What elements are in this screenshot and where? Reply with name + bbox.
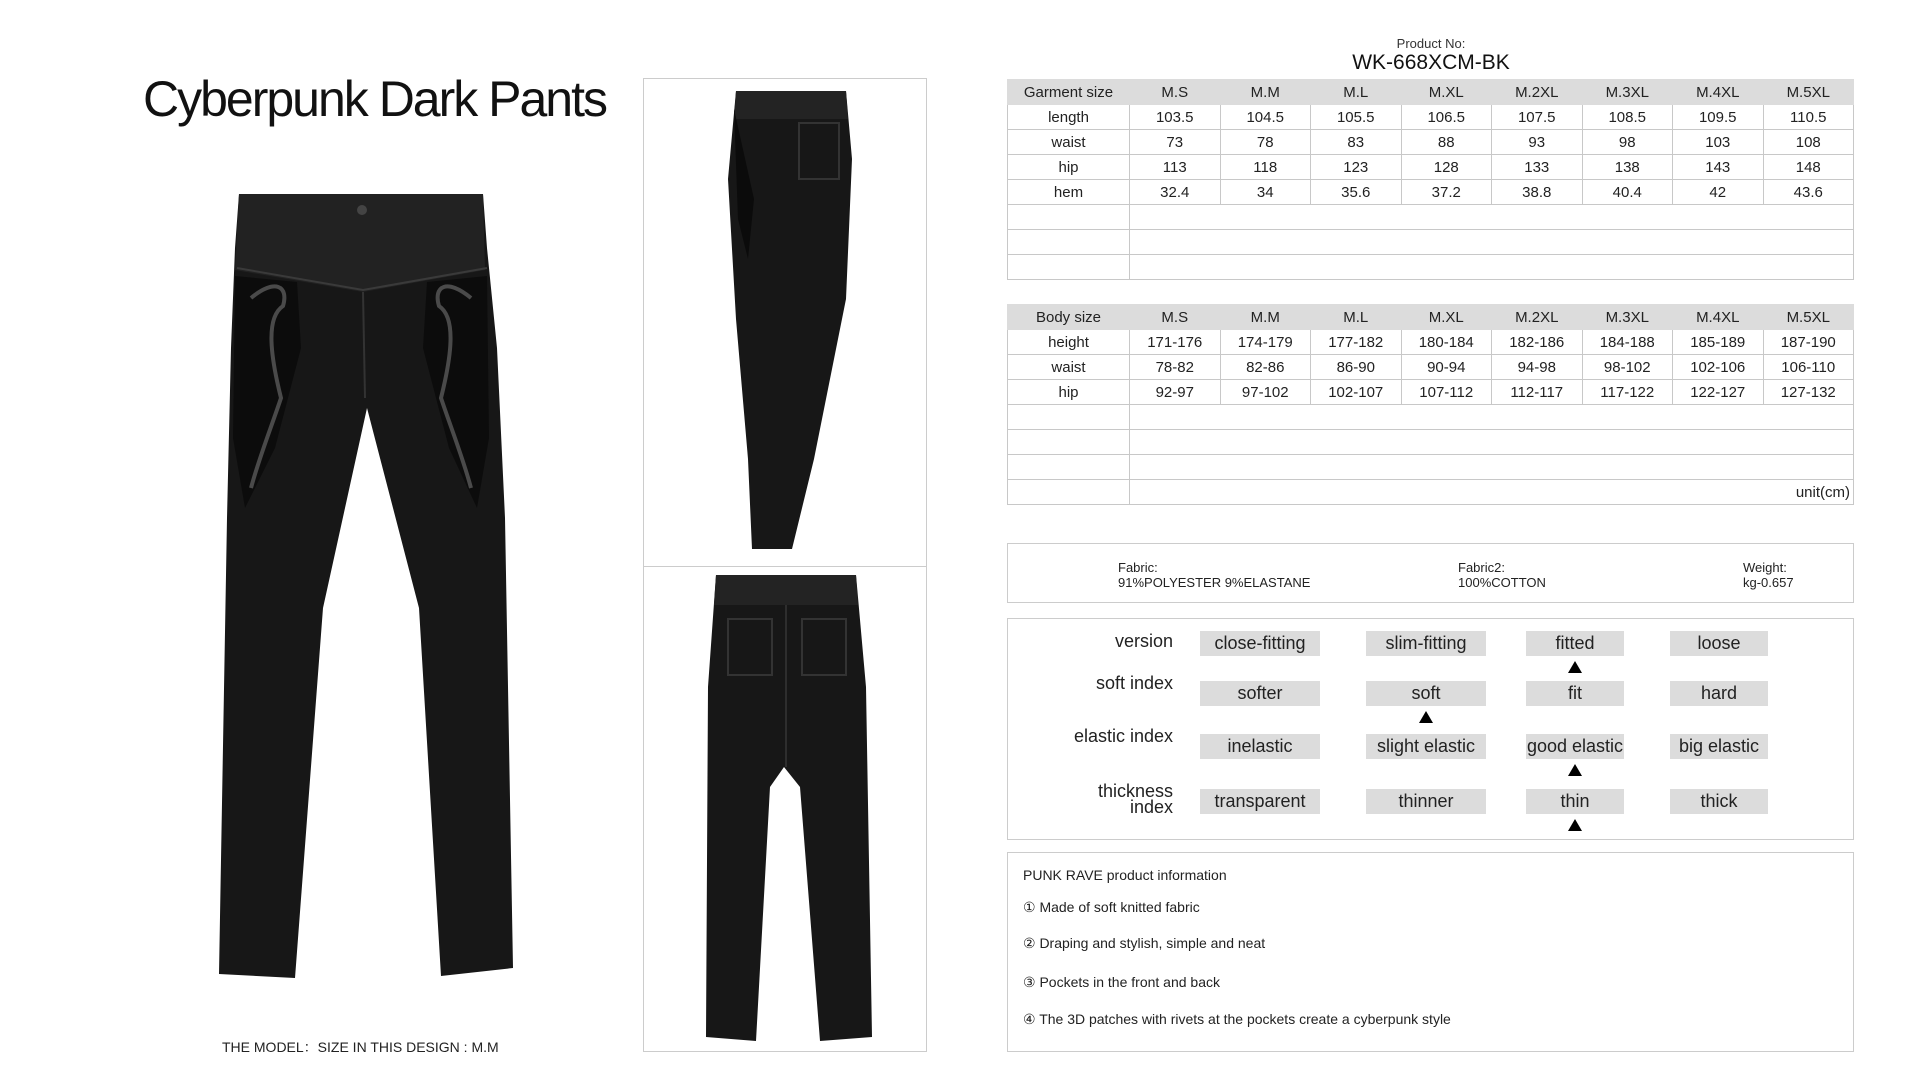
table-cell: 82-86 — [1220, 355, 1311, 380]
fabric2 — [1458, 560, 1546, 590]
table-cell: hem — [1008, 180, 1130, 205]
table-cell: 78 — [1220, 130, 1311, 155]
product-info-box — [1007, 852, 1854, 1052]
table-cell: 78-82 — [1130, 355, 1221, 380]
table-cell: 98 — [1582, 130, 1673, 155]
property-option: big elastic — [1670, 734, 1768, 759]
table-cell: 102-106 — [1673, 355, 1764, 380]
selected-marker-icon — [1568, 764, 1582, 776]
property-option: thin — [1526, 789, 1624, 814]
table-cell: 108.5 — [1582, 105, 1673, 130]
property-option: good elastic — [1526, 734, 1624, 759]
property-option: transparent — [1200, 789, 1320, 814]
property-option: fitted — [1526, 631, 1624, 656]
table-cell: 110.5 — [1763, 105, 1854, 130]
table-cell: 103.5 — [1130, 105, 1221, 130]
product-number-value: WK-668XCM-BK — [1352, 51, 1510, 74]
property-label: thickness index — [1097, 781, 1173, 817]
back-view-photo — [643, 566, 927, 1052]
table-cell: height — [1008, 330, 1130, 355]
page-title: Cyberpunk Dark Pants — [143, 71, 607, 127]
table-cell: 40.4 — [1582, 180, 1673, 205]
front-view-photo — [205, 188, 515, 988]
fabric1-value: 91%POLYESTER 9%ELASTANE — [1118, 575, 1311, 590]
table-header-cell: M.4XL — [1673, 80, 1764, 105]
table-cell: 171-176 — [1130, 330, 1221, 355]
info-item: ③ Pockets in the front and back — [1023, 974, 1220, 990]
table-row — [1008, 180, 1854, 205]
weight-label: Weight: — [1743, 560, 1787, 575]
table-cell: 133 — [1492, 155, 1583, 180]
weight-value: kg-0.657 — [1743, 575, 1794, 590]
empty-row — [1008, 230, 1854, 255]
table-row — [1008, 130, 1854, 155]
info-item: ① Made of soft knitted fabric — [1023, 899, 1200, 915]
property-option: softer — [1200, 681, 1320, 706]
table-cell: 138 — [1582, 155, 1673, 180]
property-option: thinner — [1366, 789, 1486, 814]
product-number-label: Product No: — [1396, 36, 1466, 51]
table-row — [1008, 330, 1854, 355]
weight — [1743, 560, 1794, 590]
fabric2-value: 100%COTTON — [1458, 575, 1546, 590]
table-header-row — [1008, 80, 1854, 105]
table-header-cell: M.5XL — [1763, 80, 1854, 105]
selected-marker-icon — [1419, 711, 1433, 723]
table-cell: 177-182 — [1311, 330, 1402, 355]
table-cell: 34 — [1220, 180, 1311, 205]
table-cell: 93 — [1492, 130, 1583, 155]
table-cell: 35.6 — [1311, 180, 1402, 205]
fabric1 — [1118, 560, 1310, 590]
table-header-cell: M.L — [1311, 305, 1402, 330]
property-option: slim-fitting — [1366, 631, 1486, 656]
table-cell: 73 — [1130, 130, 1221, 155]
table-cell: 32.4 — [1130, 180, 1221, 205]
table-cell: 103 — [1673, 130, 1764, 155]
table-cell: 180-184 — [1401, 330, 1492, 355]
table-cell: 108 — [1763, 130, 1854, 155]
table-cell: waist — [1008, 355, 1130, 380]
empty-row — [1008, 255, 1854, 280]
table-cell: 86-90 — [1311, 355, 1402, 380]
property-label: version — [1114, 631, 1173, 651]
product-number — [1346, 36, 1516, 75]
fabric-info-box — [1007, 543, 1854, 603]
table-row — [1008, 380, 1854, 405]
table-cell: 43.6 — [1763, 180, 1854, 205]
selected-marker-icon — [1568, 661, 1582, 673]
table-cell: 143 — [1673, 155, 1764, 180]
table-header-cell: Body size — [1008, 305, 1130, 330]
table-cell: length — [1008, 105, 1130, 130]
unit-row — [1008, 480, 1854, 505]
table-cell: 106.5 — [1401, 105, 1492, 130]
property-option: fit — [1526, 681, 1624, 706]
table-cell: 38.8 — [1492, 180, 1583, 205]
table-cell: 104.5 — [1220, 105, 1311, 130]
table-cell: 92-97 — [1130, 380, 1221, 405]
table-row — [1008, 155, 1854, 180]
table-cell: 182-186 — [1492, 330, 1583, 355]
property-option: hard — [1670, 681, 1768, 706]
table-cell: 123 — [1311, 155, 1402, 180]
table-header-cell: M.3XL — [1582, 80, 1673, 105]
table-cell: 112-117 — [1492, 380, 1583, 405]
table-header-cell: M.2XL — [1492, 80, 1583, 105]
info-item: ② Draping and stylish, simple and neat — [1023, 935, 1266, 951]
table-header-cell: M.S — [1130, 305, 1221, 330]
table-cell: 118 — [1220, 155, 1311, 180]
table-header-cell: Garment size — [1008, 80, 1130, 105]
property-label: elastic index — [1073, 726, 1173, 746]
table-header-cell: M.3XL — [1582, 305, 1673, 330]
table-cell: 37.2 — [1401, 180, 1492, 205]
info-item: ④ The 3D patches with rivets at the pockets create a cyberpunk style — [1023, 1011, 1451, 1027]
table-cell: 128 — [1401, 155, 1492, 180]
property-label: soft index — [1095, 673, 1173, 693]
table-cell: 105.5 — [1311, 105, 1402, 130]
empty-row — [1008, 205, 1854, 230]
table-cell: 187-190 — [1763, 330, 1854, 355]
table-header-cell: M.2XL — [1492, 305, 1583, 330]
fabric2-label: Fabric2: — [1458, 560, 1505, 575]
table-cell: 127-132 — [1763, 380, 1854, 405]
table-header-cell: M.M — [1220, 305, 1311, 330]
table-row — [1008, 105, 1854, 130]
empty-row — [1008, 455, 1854, 480]
table-cell: hip — [1008, 155, 1130, 180]
table-cell: 94-98 — [1492, 355, 1583, 380]
table-header-cell: M.4XL — [1673, 305, 1764, 330]
table-cell: 109.5 — [1673, 105, 1764, 130]
table-cell: 102-107 — [1311, 380, 1402, 405]
selected-marker-icon — [1568, 819, 1582, 831]
table-header-cell: M.S — [1130, 80, 1221, 105]
table-header-cell: M.L — [1311, 80, 1402, 105]
table-header-cell: M.XL — [1401, 305, 1492, 330]
table-header-cell: M.5XL — [1763, 305, 1854, 330]
table-header-cell: M.M — [1220, 80, 1311, 105]
table-cell: 113 — [1130, 155, 1221, 180]
table-header-cell: M.XL — [1401, 80, 1492, 105]
garment-size-table — [1007, 79, 1854, 280]
empty-row — [1008, 405, 1854, 430]
table-cell: 107.5 — [1492, 105, 1583, 130]
info-heading: PUNK RAVE product information — [1023, 867, 1227, 883]
fabric-properties-box — [1007, 618, 1854, 840]
table-cell: 42 — [1673, 180, 1764, 205]
table-cell: 97-102 — [1220, 380, 1311, 405]
unit-label: unit(cm) — [1130, 480, 1854, 505]
empty-row — [1008, 430, 1854, 455]
table-cell: 90-94 — [1401, 355, 1492, 380]
table-cell: 117-122 — [1582, 380, 1673, 405]
table-cell: 107-112 — [1401, 380, 1492, 405]
side-view-photo — [643, 78, 927, 566]
property-option: inelastic — [1200, 734, 1320, 759]
table-cell: 122-127 — [1673, 380, 1764, 405]
model-size-note: THE MODEL：SIZE IN THIS DESIGN : M.M — [222, 1039, 499, 1055]
property-option: slight elastic — [1366, 734, 1486, 759]
table-cell: 184-188 — [1582, 330, 1673, 355]
table-row — [1008, 355, 1854, 380]
table-cell: 148 — [1763, 155, 1854, 180]
table-cell: 174-179 — [1220, 330, 1311, 355]
table-cell: 88 — [1401, 130, 1492, 155]
table-cell: 98-102 — [1582, 355, 1673, 380]
table-cell: 106-110 — [1763, 355, 1854, 380]
table-cell: 185-189 — [1673, 330, 1764, 355]
property-option: loose — [1670, 631, 1768, 656]
table-cell: waist — [1008, 130, 1130, 155]
body-size-table — [1007, 304, 1854, 505]
fabric1-label: Fabric: — [1118, 560, 1158, 575]
property-option: thick — [1670, 789, 1768, 814]
table-cell: 83 — [1311, 130, 1402, 155]
property-option: close-fitting — [1200, 631, 1320, 656]
property-option: soft — [1366, 681, 1486, 706]
table-cell: hip — [1008, 380, 1130, 405]
table-header-row — [1008, 305, 1854, 330]
